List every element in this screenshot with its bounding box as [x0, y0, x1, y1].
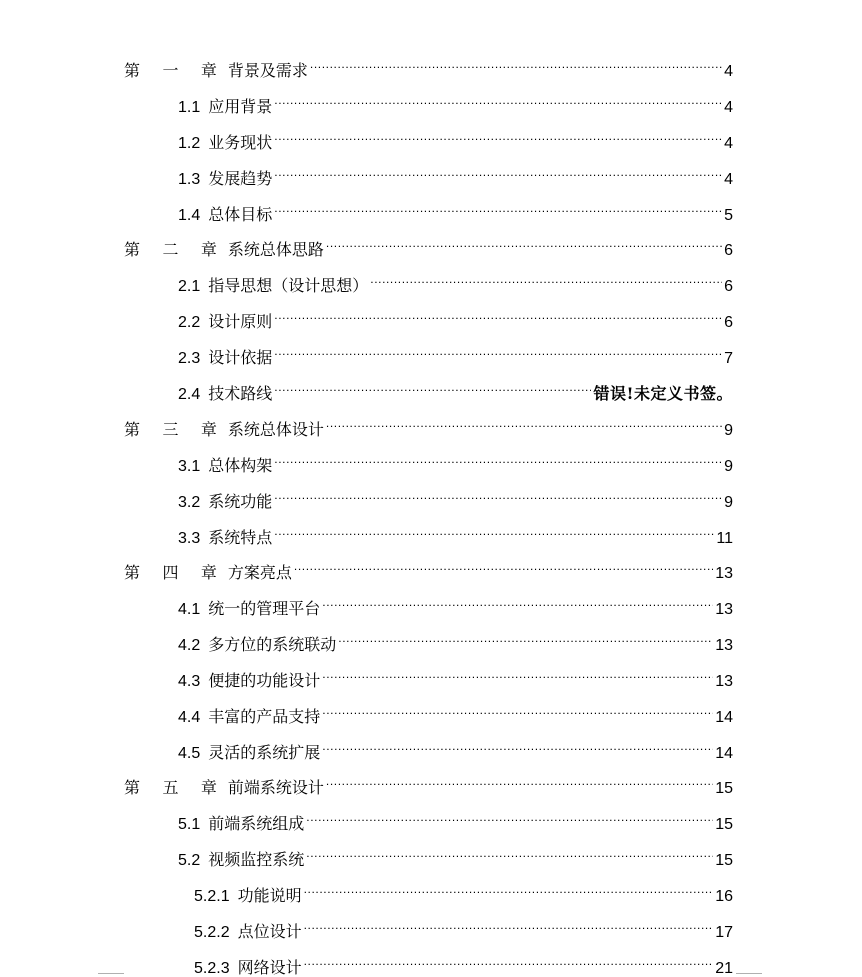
toc-title: 点位设计: [237, 924, 302, 941]
toc-subsection-5-2-3[interactable]: [194, 949, 733, 977]
toc-section-1-4[interactable]: [178, 196, 733, 224]
dot-leader: [274, 339, 722, 363]
dot-leader: [306, 805, 713, 829]
toc-title: 视频监控系统: [208, 852, 305, 869]
page-corner-mark-right: [736, 973, 762, 977]
toc-number: 第 二 章: [124, 242, 226, 259]
toc-number: 3.3: [178, 530, 201, 547]
toc-title: 网络设计: [237, 960, 302, 977]
toc-page-number: 6: [724, 278, 733, 295]
dot-leader: [274, 483, 722, 507]
dot-leader: [274, 303, 722, 327]
toc-title: 应用背景: [208, 99, 273, 116]
toc-subsection-5-2-2[interactable]: [194, 913, 733, 941]
toc-number: 第 五 章: [124, 780, 226, 797]
toc-page-number: 21: [715, 960, 733, 977]
dot-leader: [322, 662, 713, 686]
toc-title: 总体目标: [208, 207, 273, 224]
toc-section-4-4[interactable]: [178, 698, 733, 726]
dot-leader: [326, 769, 713, 793]
toc-section-4-2[interactable]: [178, 626, 733, 654]
toc-page-number: 13: [715, 637, 733, 654]
toc-number: 第 一 章: [124, 63, 226, 80]
toc-chapter-4[interactable]: [124, 554, 733, 582]
toc-section-2-3[interactable]: [178, 339, 733, 367]
page-corner-mark-left: [98, 973, 124, 977]
toc-number: 第 三 章: [124, 422, 226, 439]
toc-title: 前端系统设计: [227, 780, 324, 797]
toc-title: 多方位的系统联动: [208, 637, 337, 654]
toc-number: 5.2.1: [194, 888, 230, 905]
toc-section-1-1[interactable]: [178, 88, 733, 116]
toc-section-5-1[interactable]: [178, 805, 733, 833]
dot-leader: [274, 447, 722, 471]
toc-page-number: 6: [724, 242, 733, 259]
toc-number: 4.2: [178, 637, 201, 654]
toc-number: 5.1: [178, 816, 201, 833]
dot-leader: [322, 734, 713, 758]
toc-section-4-1[interactable]: [178, 590, 733, 618]
toc-section-2-1[interactable]: [178, 267, 733, 295]
toc-title: 技术路线: [208, 386, 273, 403]
dot-leader: [326, 411, 722, 435]
toc-number: 1.1: [178, 99, 201, 116]
toc-section-4-5[interactable]: [178, 734, 733, 762]
toc-page-number: 13: [715, 565, 733, 582]
toc-page-number: 5: [724, 207, 733, 224]
toc-page-number: 9: [724, 494, 733, 511]
toc-page-number: 4: [724, 63, 733, 80]
toc-page-number: 11: [716, 530, 733, 547]
toc-page-number: 7: [724, 350, 733, 367]
toc-page-number: 6: [724, 314, 733, 331]
toc-page-number: 13: [715, 673, 733, 690]
dot-leader: [274, 196, 722, 220]
toc-title: 便捷的功能设计: [208, 673, 321, 690]
toc-title: 业务现状: [208, 135, 273, 152]
toc-title: 设计依据: [208, 350, 273, 367]
toc-page-number: 9: [724, 458, 733, 475]
toc-page-number: 15: [715, 816, 733, 833]
toc-number: 2.4: [178, 386, 201, 403]
toc-title: 发展趋势: [208, 171, 273, 188]
toc-title: 背景及需求: [227, 63, 308, 80]
toc-section-2-2[interactable]: [178, 303, 733, 331]
toc-section-3-2[interactable]: [178, 483, 733, 511]
toc-page-number-error: 错误!未定义书签。: [593, 384, 733, 403]
dot-leader: [304, 913, 714, 937]
toc-section-1-3[interactable]: [178, 160, 733, 188]
dot-leader: [304, 949, 714, 973]
toc-page-number: 4: [724, 171, 733, 188]
toc-section-2-4[interactable]: [178, 375, 733, 403]
toc-number: 1.2: [178, 135, 201, 152]
toc-title: 系统总体思路: [227, 242, 324, 259]
toc-section-1-2[interactable]: [178, 124, 733, 152]
toc-page-number: 4: [724, 135, 733, 152]
toc-number: 2.2: [178, 314, 201, 331]
toc-page-number: 4: [724, 99, 733, 116]
dot-leader: [370, 267, 722, 291]
dot-leader: [304, 877, 714, 901]
toc-number: 2.1: [178, 278, 201, 295]
toc-chapter-5[interactable]: [124, 769, 733, 797]
toc-page-number: 15: [715, 852, 733, 869]
dot-leader: [338, 626, 713, 650]
toc-page-number: 16: [715, 888, 733, 905]
toc-section-3-1[interactable]: [178, 447, 733, 475]
toc-title: 设计原则: [208, 314, 273, 331]
toc-chapter-1[interactable]: [124, 52, 733, 80]
toc-page-number: 17: [715, 924, 733, 941]
dot-leader: [306, 841, 713, 865]
toc-section-3-3[interactable]: [178, 519, 733, 547]
toc-chapter-2[interactable]: [124, 231, 733, 259]
dot-leader: [294, 554, 713, 578]
toc-chapter-3[interactable]: [124, 411, 733, 439]
toc-title: 系统功能: [208, 494, 273, 511]
toc-title: 功能说明: [237, 888, 302, 905]
dot-leader: [274, 375, 591, 399]
toc-number: 1.3: [178, 171, 201, 188]
toc-subsection-5-2-1[interactable]: [194, 877, 733, 905]
toc-title: 指导思想（设计思想）: [208, 278, 369, 295]
toc-page-number: 15: [715, 780, 733, 797]
dot-leader: [322, 698, 713, 722]
toc-number: 2.3: [178, 350, 201, 367]
toc-title: 系统特点: [208, 530, 273, 547]
toc-section-4-3[interactable]: [178, 662, 733, 690]
dot-leader: [274, 124, 722, 148]
dot-leader: [274, 519, 714, 543]
toc-title: 统一的管理平台: [208, 601, 321, 618]
dot-leader: [326, 231, 722, 255]
toc-title: 总体构架: [208, 458, 273, 475]
toc-title: 丰富的产品支持: [208, 709, 321, 726]
toc-page-number: 9: [724, 422, 733, 439]
toc-number: 第 四 章: [124, 565, 226, 582]
toc-number: 4.5: [178, 745, 201, 762]
toc-number: 5.2.2: [194, 924, 230, 941]
toc-number: 3.2: [178, 494, 201, 511]
toc-title: 灵活的系统扩展: [208, 745, 321, 762]
toc-number: 4.1: [178, 601, 201, 618]
toc-page-number: 14: [715, 745, 733, 762]
dot-leader: [274, 88, 722, 112]
toc-section-5-2[interactable]: [178, 841, 733, 869]
toc-number: 4.4: [178, 709, 201, 726]
dot-leader: [274, 160, 722, 184]
toc-number: 4.3: [178, 673, 201, 690]
toc-title: 系统总体设计: [227, 422, 324, 439]
toc-title: 方案亮点: [227, 565, 292, 582]
dot-leader: [322, 590, 713, 614]
toc-page-number: 14: [715, 709, 733, 726]
dot-leader: [310, 52, 722, 76]
toc-number: 1.4: [178, 207, 201, 224]
toc-title: 前端系统组成: [208, 816, 305, 833]
toc-number: 3.1: [178, 458, 201, 475]
toc-number: 5.2: [178, 852, 201, 869]
toc-page-number: 13: [715, 601, 733, 618]
toc-number: 5.2.3: [194, 960, 230, 977]
